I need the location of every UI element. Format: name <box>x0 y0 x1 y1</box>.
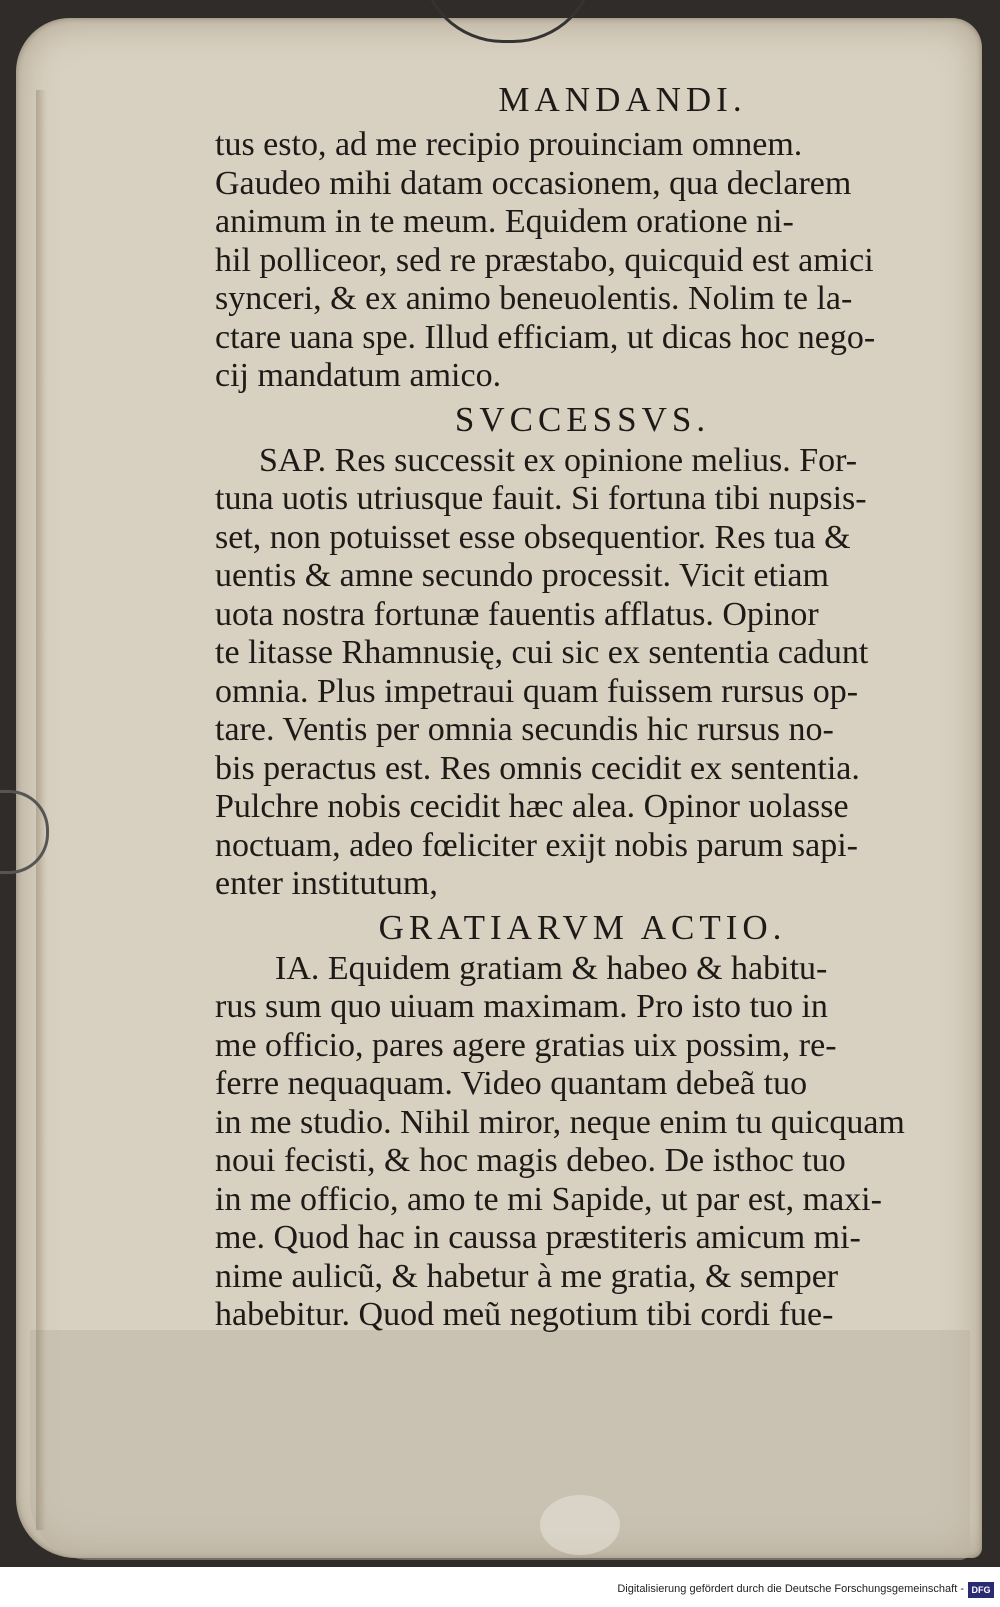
text-line: enter institutum, <box>215 865 438 902</box>
text-line: noctuam, adeo fœliciter exijt nobis parum sapi- <box>215 826 858 864</box>
text-line: cij mandatum amico. <box>215 357 502 394</box>
footer-bar <box>0 1567 1000 1607</box>
text-line: tus esto, ad me recipio prouinciam omnem. <box>215 126 803 163</box>
text-line: uentis & amne secundo processit. Vicit etiam <box>215 557 829 594</box>
text-line: in me officio, amo te mi Sapide, ut par est, maxi- <box>215 1180 882 1218</box>
paragraph-2 <box>215 442 950 904</box>
text-line: animum in te meum. Equidem oratione ni- <box>215 203 794 240</box>
text-line: uota nostra fortunæ fauentis afflatus. Opinor <box>215 595 819 633</box>
text-line: Pulchre nobis cecidit hæc alea. Opinor uolasse <box>215 788 849 825</box>
text-line: Gaudeo mihi datam occasionem, qua declarem <box>215 164 852 202</box>
paper-spot <box>540 1495 620 1555</box>
text-line: IA. Equidem gratiam & habeo & habitu- <box>275 949 828 987</box>
section-title-gratiarum-actio: GRATIARVM ACTIO. <box>378 907 787 947</box>
text-line: synceri, & ex animo beneuolentis. Nolim te la- <box>215 280 853 317</box>
section-title-successus: SVCCESSVS. <box>454 399 711 439</box>
text-line: ctare uana spe. Illud efficiam, ut dicas hoc nego- <box>215 318 876 356</box>
text-line: tuna uotis utriusque fauit. Si fortuna tibi nupsis- <box>215 480 867 517</box>
text-line: nime aulicũ, & habetur à me gratia, & semper <box>215 1257 839 1295</box>
dfg-logo-icon: DFG <box>968 1582 994 1598</box>
text-line: bis peractus est. Res omnis cecidit ex sententia. <box>215 749 860 787</box>
running-head: MANDANDI. <box>498 80 747 119</box>
text-line: set, non potuisset esse obsequentior. Res tua & <box>215 518 851 556</box>
text-line: me officio, pares agere gratias uix possim, re- <box>215 1026 837 1064</box>
page-shadow <box>30 1330 970 1560</box>
text-line: omnia. Plus impetraui quam fuissem rursus op- <box>215 672 859 710</box>
text-line: ferre nequaquam. Video quantam debeã tuo <box>215 1065 808 1102</box>
printed-text <box>215 80 950 1335</box>
text-line: rus sum quo uiuam maximam. Pro isto tuo in <box>215 988 828 1025</box>
text-line: tare. Ventis per omnia secundis hic rursus no- <box>215 711 834 748</box>
text-line: me. Quod hac in caussa præstiteris amicum mi- <box>215 1219 861 1256</box>
text-line: SAP. Res successit ex opinione melius. For- <box>259 441 858 479</box>
paragraph-3 <box>215 950 950 1335</box>
paragraph-1 <box>215 126 950 396</box>
text-line: hil polliceor, sed re præstabo, quicquid est amici <box>215 241 874 279</box>
digitization-credit: Digitalisierung gefördert durch die Deutsche Forschungsgemeinschaft - <box>617 1583 964 1595</box>
text-line: noui fecisti, & hoc magis debeo. De isthoc tuo <box>215 1142 846 1179</box>
text-line: in me studio. Nihil miror, neque enim tu quicquam <box>215 1103 905 1141</box>
text-line: te litasse Rhamnusię, cui sic ex sententia cadunt <box>215 634 869 671</box>
text-line: habebitur. Quod meũ negotium tibi cordi fue- <box>215 1296 834 1333</box>
